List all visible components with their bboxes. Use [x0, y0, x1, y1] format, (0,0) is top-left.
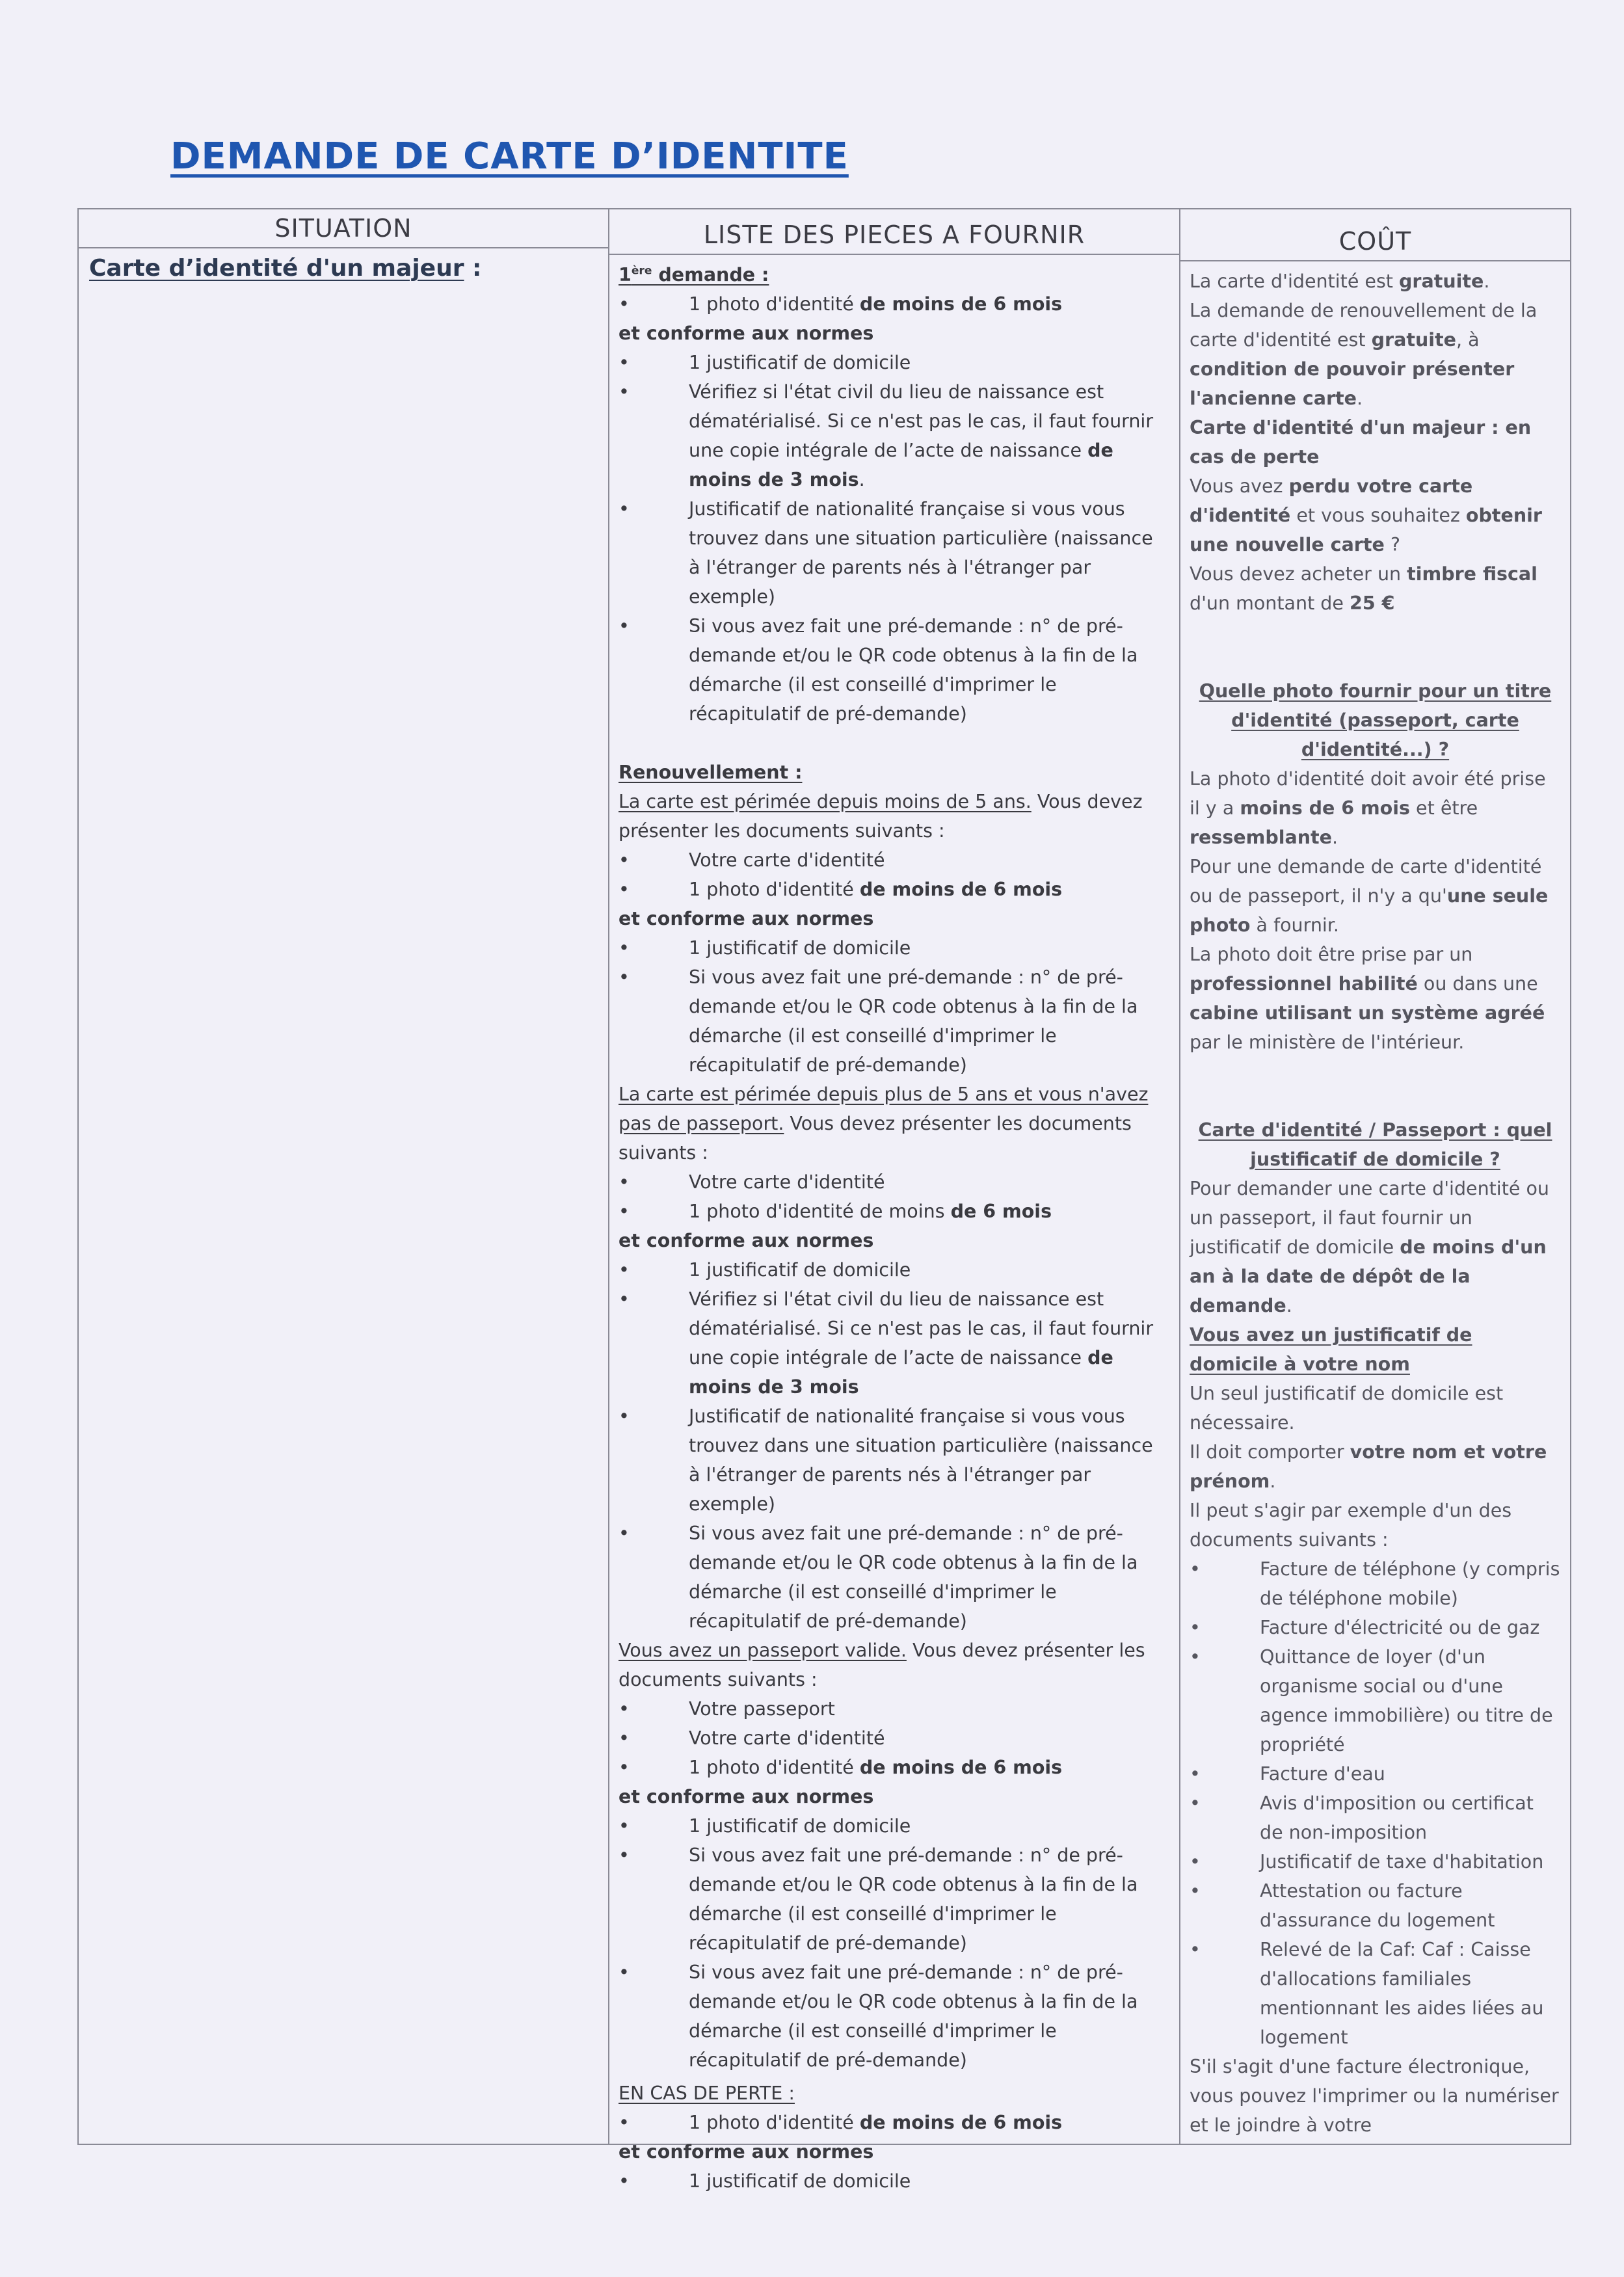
list-item: • Votre carte d'identité: [619, 1724, 1170, 1753]
photo-paragraph: La photo doit être prise par un professionnel habilité ou dans une cabine utilisant un système agréé par le ministère de l'intérieur.: [1190, 944, 1545, 1053]
page-title: DEMANDE DE CARTE D’IDENTITE: [170, 135, 849, 178]
photo-paragraph: La photo d'identité doit avoir été prise il y a moins de 6 mois et être ressemblante.: [1190, 768, 1546, 848]
list-item: • 1 photo d'identité de moins de 6 mois: [619, 1197, 1170, 1226]
list-item: • Relevé de la Caf: Caf : Caisse d'allocations familiales mentionnant les aides liées au logement: [1190, 1935, 1561, 2052]
list-item: • 1 justificatif de domicile: [619, 1811, 1170, 1841]
pieces-column: [609, 209, 1180, 2192]
list-item: • Facture de téléphone (y compris de téléphone mobile): [1190, 1554, 1561, 1613]
photo-norms-line: et conforme aux normes: [619, 908, 874, 929]
pieces-header: LISTE DES PIECES A FOURNIR: [609, 209, 1179, 255]
renewal-heading: Renouvellement :: [619, 762, 803, 783]
cout-column: [1180, 209, 1570, 2144]
list-item: • 1 justificatif de domicile: [619, 1255, 1170, 1285]
renewal-case-3: Vous avez un passeport valide. Vous devez présenter les documents suivants :: [619, 1640, 1145, 1690]
list-item: • 1 photo d'identité de moins de 6 mois: [619, 2108, 1170, 2137]
list-item: • Si vous avez fait une pré-demande : n° de pré-demande et/ou le QR code obtenus à la fin de la démarche (il est conseillé d'imprimer le récapitulatif de pré-demande): [619, 1958, 1170, 2075]
cost-loss-text: Vous avez perdu votre carte d'identité et vous souhaitez obtenir une nouvelle carte ?: [1190, 475, 1542, 555]
list-item: • Si vous avez fait une pré-demande : n° de pré-demande et/ou le QR code obtenus à la fin de la démarche (il est conseillé d'imprimer le récapitulatif de pré-demande): [619, 1519, 1170, 1636]
domicile-subheading: Vous avez un justificatif de domicile à votre nom: [1190, 1324, 1472, 1375]
cost-renewal-line: La demande de renouvellement de la carte d'identité est gratuite, à condition de pouvoir présenter l'ancienne carte.: [1190, 300, 1537, 409]
list-item: • Vérifiez si l'état civil du lieu de naissance est dématérialisé. Si ce n'est pas le cas, il faut fournir une copie intégrale de l’acte de naissance de moins de 3 mois: [619, 1285, 1170, 1402]
list-item: • Justificatif de taxe d'habitation: [1190, 1847, 1561, 1876]
photo-norms-line: et conforme aux normes: [619, 1230, 874, 1251]
list-item: • 1 photo d'identité de moins de 6 mois: [619, 1753, 1170, 1782]
cost-timbre-text: Vous devez acheter un timbre fiscal d'un montant de 25 €: [1190, 563, 1537, 614]
situation-header: SITUATION: [79, 209, 608, 248]
list-item: • 1 justificatif de domicile: [619, 2166, 1170, 2196]
renewal-case-1: La carte est périmée depuis moins de 5 ans. Vous devez présenter les documents suivants :: [619, 791, 1143, 842]
list-item: • Quittance de loyer (d'un organisme social ou d'une agence immobilière) ou titre de propriété: [1190, 1642, 1561, 1759]
list-item: • 1 justificatif de domicile: [619, 933, 1170, 963]
photo-heading: Quelle photo fournir pour un titre d'identité (passeport, carte d'identité...) ?: [1199, 680, 1552, 760]
loss-heading: EN CAS DE PERTE :: [619, 2083, 795, 2104]
list-item: • Facture d'eau: [1190, 1759, 1561, 1789]
domicile-paragraph: S'il s'agit d'une facture électronique, vous pouvez l'imprimer ou la numériser et le joindre à votre: [1190, 2056, 1559, 2136]
cout-header: COÛT: [1180, 209, 1570, 261]
photo-norms-line: et conforme aux normes: [619, 323, 874, 344]
requirements-table: [77, 208, 1571, 2192]
situation-column: [79, 209, 609, 2144]
list-item: • Si vous avez fait une pré-demande : n° de pré-demande et/ou le QR code obtenus à la fin de la démarche (il est conseillé d'imprimer le récapitulatif de pré-demande): [619, 1841, 1170, 1958]
photo-norms-line: et conforme aux normes: [619, 1786, 874, 1807]
photo-paragraph: Pour une demande de carte d'identité ou de passeport, il n'y a qu'une seule photo à fournir.: [1190, 856, 1549, 936]
list-item: • Vérifiez si l'état civil du lieu de naissance est dématérialisé. Si ce n'est pas le cas, il faut fournir une copie intégrale de l’acte de naissance de moins de 3 mois.: [619, 377, 1170, 494]
cost-loss-heading: Carte d'identité d'un majeur : en cas de perte: [1190, 417, 1532, 468]
domicile-paragraph: Pour demander une carte d'identité ou un passeport, il faut fournir un justificatif de domicile de moins d'un an à la date de dépôt de la demande.: [1190, 1178, 1549, 1316]
list-item: • 1 photo d'identité de moins de 6 mois: [619, 875, 1170, 904]
list-item: • Justificatif de nationalité française si vous vous trouvez dans une situation particulière (naissance à l'étranger de parents nés à l'étranger par exemple): [619, 1402, 1170, 1519]
domicile-paragraph: Il doit comporter votre nom et votre prénom.: [1190, 1441, 1547, 1492]
photo-norms-line: et conforme aux normes: [619, 2141, 874, 2163]
list-item: • Si vous avez fait une pré-demande : n° de pré-demande et/ou le QR code obtenus à la fin de la démarche (il est conseillé d'imprimer le récapitulatif de pré-demande): [619, 963, 1170, 1080]
list-item: • Votre carte d'identité: [619, 846, 1170, 875]
first-demand-heading: 1ère demande :: [619, 264, 769, 286]
list-item: • Justificatif de nationalité française si vous vous trouvez dans une situation particulière (naissance à l'étranger de parents nés à l'étranger par exemple): [619, 494, 1170, 611]
situation-label: Carte d’identité d'un majeur: [89, 255, 464, 282]
list-item: • Votre passeport: [619, 1694, 1170, 1724]
domicile-paragraph: Un seul justificatif de domicile est nécessaire.: [1190, 1383, 1504, 1433]
renewal-case-2: La carte est périmée depuis plus de 5 ans et vous n'avez pas de passeport. Vous devez présenter les documents suivants :: [619, 1084, 1149, 1164]
domicile-paragraph: Il peut s'agir par exemple d'un des documents suivants :: [1190, 1500, 1512, 1551]
list-item: • Votre carte d'identité: [619, 1167, 1170, 1197]
pieces-cell: [609, 255, 1179, 2192]
list-item: • 1 photo d'identité de moins de 6 mois: [619, 289, 1170, 319]
list-item: • Avis d'imposition ou certificat de non-imposition: [1190, 1789, 1561, 1847]
list-item: • Attestation ou facture d'assurance du logement: [1190, 1876, 1561, 1935]
list-item: • 1 justificatif de domicile: [619, 348, 1170, 377]
domicile-heading: Carte d'identité / Passeport : quel justificatif de domicile ?: [1198, 1119, 1552, 1170]
cost-free-line: La carte d'identité est gratuite.: [1190, 271, 1490, 292]
cout-cell: [1180, 261, 1570, 2144]
situation-label-suffix: :: [464, 255, 482, 282]
situation-cell: [79, 248, 608, 2144]
list-item: • Si vous avez fait une pré-demande : n° de pré-demande et/ou le QR code obtenus à la fin de la démarche (il est conseillé d'imprimer le récapitulatif de pré-demande): [619, 611, 1170, 728]
list-item: • Facture d'électricité ou de gaz: [1190, 1613, 1561, 1642]
